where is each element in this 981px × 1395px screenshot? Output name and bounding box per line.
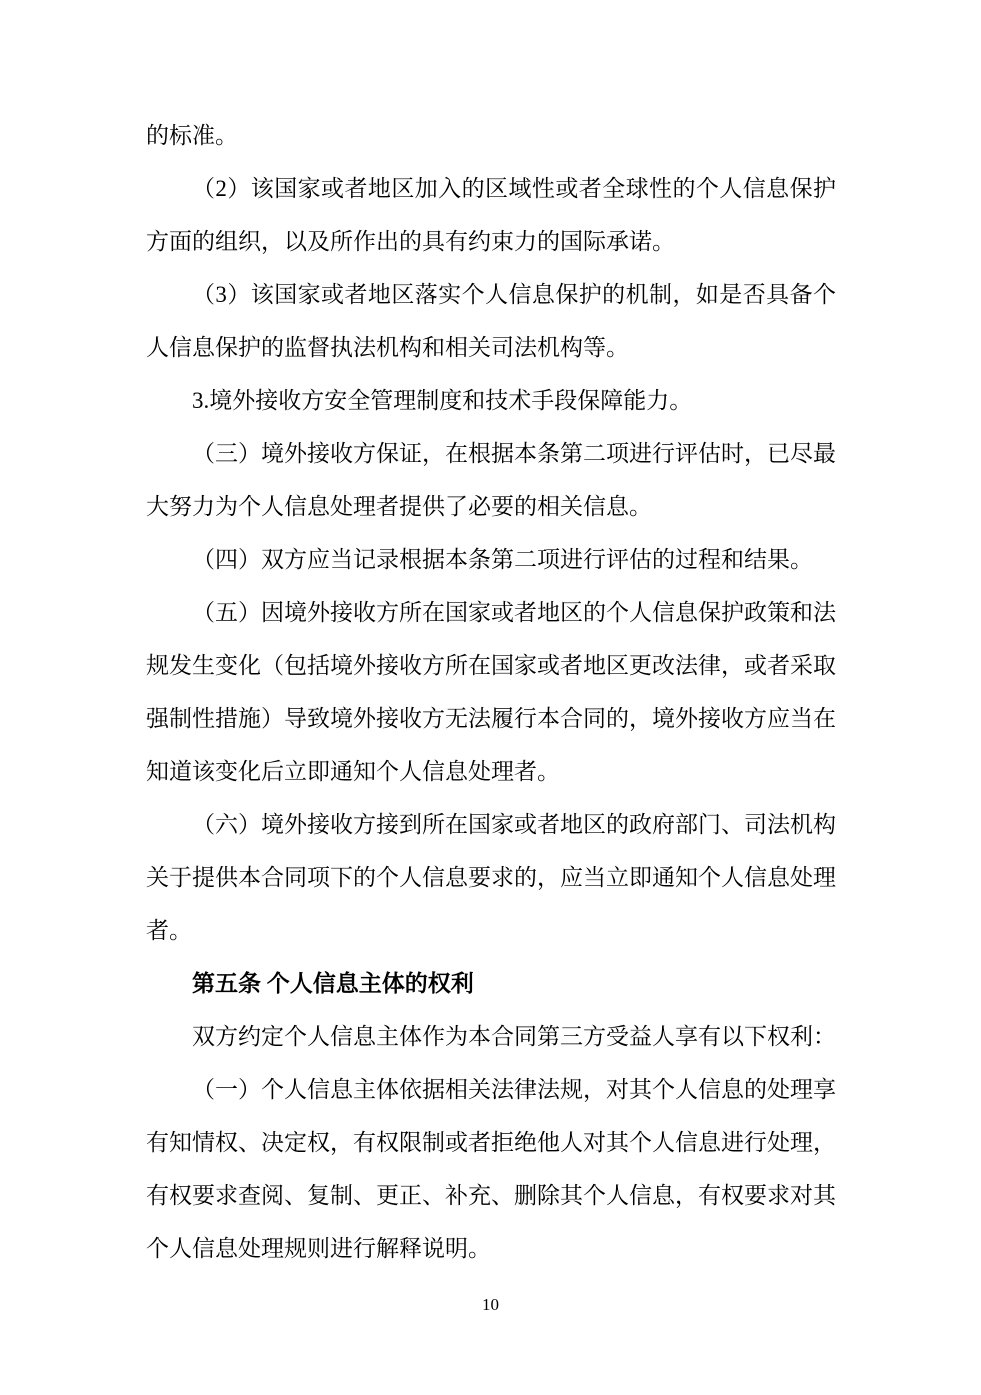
paragraph: （2）该国家或者地区加入的区域性或者全球性的个人信息保护方面的组织，以及所作出的具有约束力的国际承诺。 <box>146 176 836 254</box>
paragraph: （六）境外接收方接到所在国家或者地区的政府部门、司法机构关于提供本合同项下的个人信息要求的，应当立即通知个人信息处理者。 <box>146 812 836 943</box>
paragraph: 双方约定个人信息主体作为本合同第三方受益人享有以下权利： <box>192 1024 836 1049</box>
paragraph: 的标准。 <box>146 123 238 148</box>
paragraph: （3）该国家或者地区落实个人信息保护的机制，如是否具备个人信息保护的监督执法机构和相关司法机构等。 <box>146 282 836 360</box>
paragraph: （四）双方应当记录根据本条第二项进行评估的过程和结果。 <box>192 547 813 572</box>
paragraph: （三）境外接收方保证，在根据本条第二项进行评估时，已尽最大努力为个人信息处理者提供了必要的相关信息。 <box>146 441 836 519</box>
paragraph: （一）个人信息主体依据相关法律法规，对其个人信息的处理享有知情权、决定权，有权限制或者拒绝他人对其个人信息进行处理，有权要求查阅、复制、更正、补充、删除其个人信息，有权要求对其个人信息处理规则进行解释说明。 <box>146 1077 836 1261</box>
paragraph: （五）因境外接收方所在国家或者地区的个人信息保护政策和法规发生变化（包括境外接收方所在国家或者地区更改法律，或者采取强制性措施）导致境外接收方无法履行本合同的，境外接收方应当在知道该变化后立即通知个人信息处理者。 <box>146 600 836 784</box>
document-body <box>146 109 836 1275</box>
section-heading: 第五条 个人信息主体的权利 <box>192 971 474 996</box>
page-number: 10 <box>482 1295 499 1314</box>
paragraph: 3.境外接收方安全管理制度和技术手段保障能力。 <box>192 388 693 413</box>
